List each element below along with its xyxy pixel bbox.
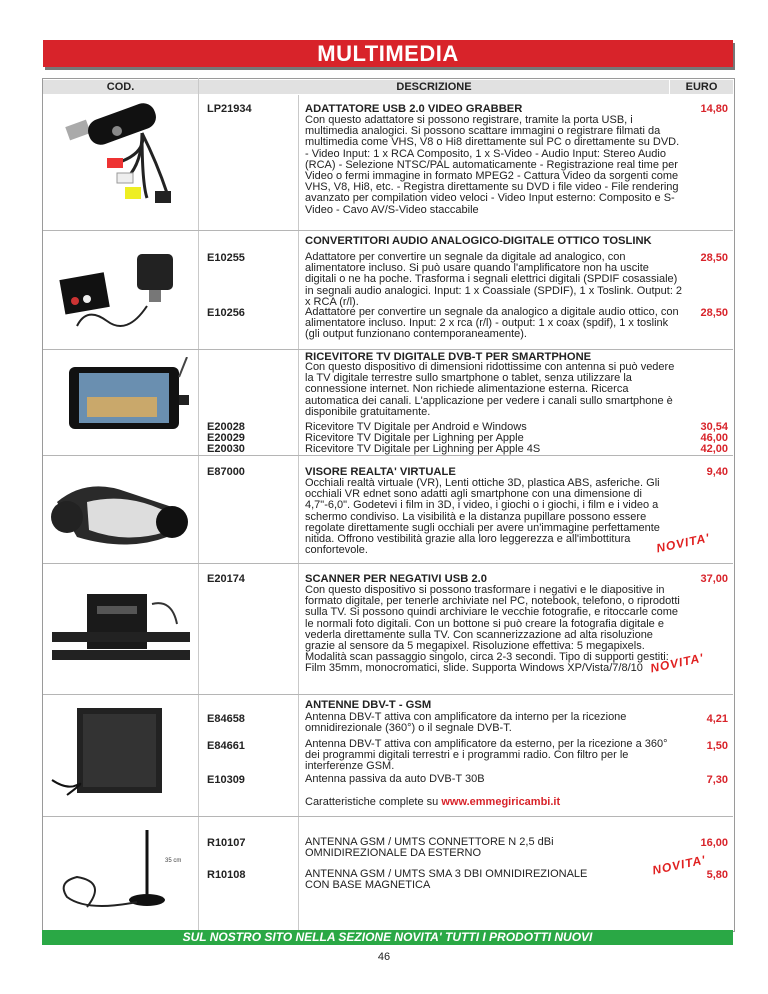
column-divider	[298, 95, 299, 930]
row-divider	[43, 230, 733, 231]
audio-converter-image	[47, 246, 195, 344]
section-title: RICEVITORE TV DIGITALE DVB-T PER SMARTPHONE	[305, 351, 592, 363]
product-description: ANTENNA GSM / UMTS CONNETTORE N 2,5 dBi	[305, 836, 554, 848]
product-description: Ricevitore TV Digitale per Lighning per Apple	[305, 432, 524, 444]
row-divider	[43, 816, 733, 817]
product-price: 9,40	[706, 466, 728, 478]
product-price: 30,54	[700, 421, 728, 433]
product-code: E84658	[207, 713, 245, 725]
product-price: 37,00	[700, 573, 728, 585]
page-number: 46	[377, 951, 391, 963]
gsm-antenna-image	[47, 822, 195, 926]
product-code: E20028	[207, 421, 245, 433]
footer-banner: SUL NOSTRO SITO NELLA SEZIONE NOVITA' TUTTI I PRODOTTI NUOVI	[42, 930, 733, 945]
product-code: E20030	[207, 443, 245, 455]
dvbt-receiver-image	[47, 357, 195, 449]
product-price: 7,30	[706, 774, 728, 786]
product-description: Adattatore per convertire un segnale da digitale ad analogico, con alimentatore incluso. Si può usare quando l'amplificatore non ha uscite digitali o ne ha poche. Trasforma i segnali elettrici digitali (SPDIF cosassiale) in segnali audio analogici. Input: 1 x Coassiale (SPDIF), 1 x Toslink. Output: 2 x RCA (r/l).	[305, 251, 683, 308]
product-description: Ricevitore TV Digitale per Android e Windows	[305, 421, 527, 433]
website-note-text: Caratteristiche complete su	[305, 796, 439, 808]
row-divider	[43, 349, 733, 350]
product-description: Con questo adattatore si possono registrare, tramite la porta USB, i multimedia analogici. Si possono scattare immagini o registrare filmati da multimedia come VHS, V8 o Hi8 direttamente sul PC o direttamente su DVD. - Video Input: 1 x RCA Composito, 1 x S-Video - Audio Input: Stereo Audio (RCA) - Selezione NTSC/PAL automaticamente - Registrazione real time per Video o fermi immagine in formato MPEG2 - Cattura Video da sorgenti come VHS, V8, Hi8, etc. - Registra direttamente su DVD i file video - File rendering avanzato per compilation video veloci - Video Input esterno: Composito e S-Video - Cavo AV/S-Video staccabile	[305, 114, 680, 216]
product-code: E20174	[207, 573, 245, 585]
product-price: 4,21	[706, 713, 728, 725]
product-price: 42,00	[700, 443, 728, 455]
page-title-banner: MULTIMEDIA	[43, 40, 733, 67]
novita-badge: NOVITA'	[655, 530, 712, 556]
product-price: 1,50	[706, 740, 728, 752]
product-code: R10107	[207, 837, 246, 849]
website-link[interactable]: www.emmegiricambi.it	[441, 796, 561, 808]
header-descrizione: DESCRIZIONE	[199, 80, 669, 94]
product-title: SCANNER PER NEGATIVI USB 2.0	[305, 573, 487, 585]
negative-scanner-image	[47, 584, 195, 684]
product-description: Adattatore per convertire un segnale da analogico a digitale audio ottico, con alimentatore incluso. Input: 2 x rca (r/l) - output: 1 x coax (spdif), 1 x toslink (gli output funzionano contemporaneamente).	[305, 306, 679, 341]
product-description: ANTENNA GSM / UMTS SMA 3 DBI OMNIDIREZIONALE	[305, 868, 588, 880]
antenna-dimension: 35 cm	[165, 858, 182, 864]
product-code: E20029	[207, 432, 245, 444]
novita-badge: NOVITA'	[649, 650, 706, 676]
product-code: E84661	[207, 740, 245, 752]
product-code: R10108	[207, 869, 246, 881]
column-divider	[198, 78, 199, 930]
dvbt-antenna-image	[47, 700, 195, 810]
website-note	[305, 797, 725, 808]
row-divider	[43, 563, 733, 564]
product-description: Antenna passiva da auto DVB-T 30B	[305, 773, 485, 785]
section-title: ANTENNE DBV-T - GSM	[305, 699, 432, 711]
product-description: Occhiali realtà virtuale (VR), Lenti ottiche 3D, plastica ABS, asferiche. Gli occhiali VR ednet sono adatti agli smartphone con una dimensione di 4,7"-6,0". Godetevi i film in 3D, i video, i giochi o i giochi, i film e i video a schermo condiviso. La visibilità e la distanza pupillare possono essere regolate direttamente sugli occhiali per avere un'immagine perfettamente nitida. Offrono vestibilità grazie alla loro leggerezza e all'imbottitura confortevole.	[305, 477, 660, 557]
product-description: Ricevitore TV Digitale per Lighning per Apple 4S	[305, 443, 541, 455]
product-description: OMNIDIREZIONALE DA ESTERNO	[305, 847, 482, 859]
novita-badge: NOVITA'	[651, 852, 708, 878]
section-description: Con questo dispositivo di dimensioni ridottissime con antenna si può vedere la TV digitale terrestre sullo smartphone o tablet, senza utilizzare la connessione internet. Non richiede alimentazione esterna. Ricerca automatica dei canali. L'applicazione per vedere i canali sullo smartphone è disponibile gratuitamente.	[305, 361, 675, 418]
row-divider	[43, 694, 733, 695]
product-price: 46,00	[700, 432, 728, 444]
product-price: 5,80	[706, 869, 728, 881]
product-title: VISORE REALTA' VIRTUALE	[305, 466, 456, 478]
product-description: CON BASE MAGNETICA	[305, 879, 431, 891]
product-title: ADATTATORE USB 2.0 VIDEO GRABBER	[305, 103, 523, 115]
product-code: E10309	[207, 774, 245, 786]
product-price: 28,50	[700, 307, 728, 319]
product-price: 28,50	[700, 252, 728, 264]
product-price: 14,80	[700, 103, 728, 115]
product-code: LP21934	[207, 103, 252, 115]
section-title: CONVERTITORI AUDIO ANALOGICO-DIGITALE OTTICO TOSLINK	[305, 235, 652, 247]
product-price: 16,00	[700, 837, 728, 849]
product-description: Antenna DBV-T attiva con amplificatore da interno per la ricezione omnidirezionale (360°) o il segnale DVB-T.	[305, 711, 627, 735]
product-code: E10255	[207, 252, 245, 264]
product-description: Antenna DBV-T attiva con amplificatore da esterno, per la ricezione a 360° dei programmi digitali terrestri e i programmi radio. Con filtro per le interferenze GSM.	[305, 738, 668, 773]
vr-headset-image	[47, 472, 195, 558]
product-description: Con questo dispositivo si possono trasformare i negativi e le diapositive in formato digitale, per tenerle archiviate nel PC, notebook, telefono, o riprodotti sulla TV. Si possono quindi archiviare le vecchie fotografie, e ritoccarle come le normali foto digitali. Con un bottone si può creare la fotografia digitale e vederla direttamente sulla TV. Con scannerizzazione ad alta risoluzione grazie al sensore da 5 megapixel. Risoluzione effettiva: 5 megapixels. Modalità scan passaggio singolo, circa 2-3 secondi. Tipo di supporti gestiti: Film 35mm, monocromatici, slide. Supporta Windows XP/Vista/7/8/10	[305, 584, 680, 675]
header-euro: EURO	[670, 80, 733, 94]
header-cod: COD.	[43, 80, 198, 94]
product-code: E10256	[207, 307, 245, 319]
usb-video-grabber-image	[47, 103, 195, 215]
product-code: E87000	[207, 466, 245, 478]
